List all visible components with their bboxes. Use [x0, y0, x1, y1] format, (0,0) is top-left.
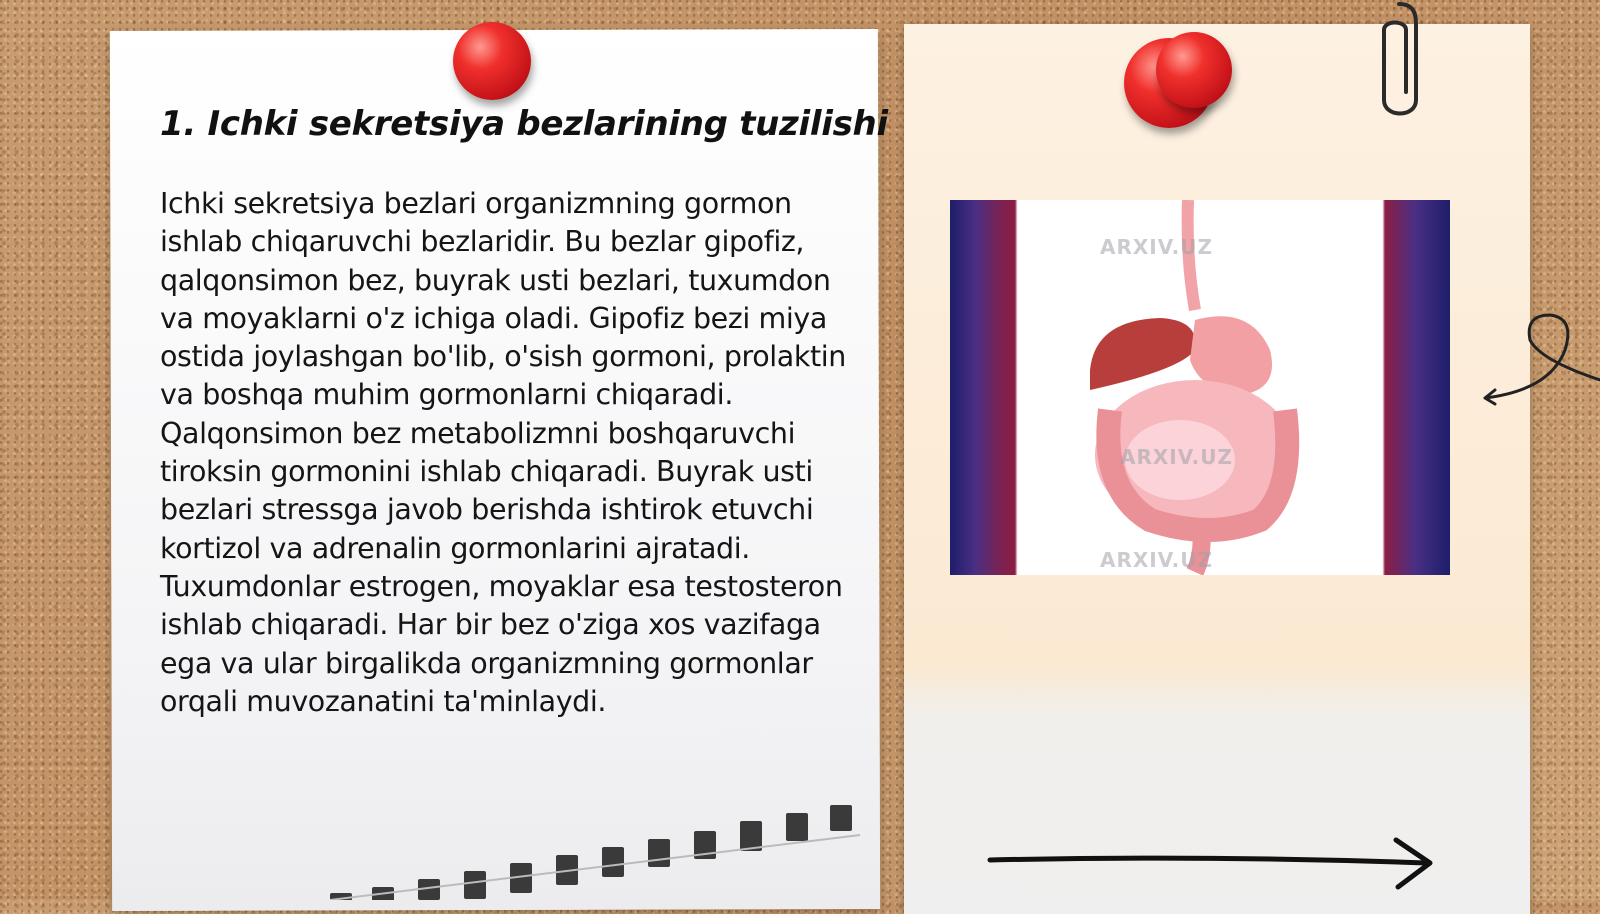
arrow-right-icon — [986, 835, 1446, 895]
slide-body-text: Ichki sekretsiya bezlari organizmning gormon ishlab chiqaruvchi bezlaridir. Bu bezlar gipofiz, qalqonsimon bez, buyrak usti bezlari, tuxumdon va moyaklarni o'z ichiga oladi. Gipofiz bezi miya ostida joylashgan bo'lib, o'sish gormoni, prolaktin va boshqa muhim gormonlarni chiqaradi. Qalqonsimon bez metabolizmni boshqaruvchi tiroksin gormonini ishlab chiqaradi. Buyrak usti bezlari stressga javob berishda ishtirok etuvchi kortizol va adrenalin gormonlarini ajratadi. Tuxumdonlar estrogen, moyaklar esa testosteron ishlab chiqaradi. Har bir bez o'ziga xos vazifaga ega va ular birgalikda organizmning gormonlar orqali muvozanatini ta'minlaydi. — [160, 187, 846, 718]
notebook-spiral-decoration — [330, 805, 870, 900]
red-pushpin-icon — [453, 22, 531, 100]
digestive-system-illustration — [950, 200, 1450, 575]
image-watermark: ARXIV.UZ — [1100, 235, 1213, 259]
slide-title: 1. Ichki sekretsiya bezlarining tuzilishi — [160, 104, 888, 144]
red-pushpin-icon — [1156, 32, 1232, 108]
image-watermark: ARXIV.UZ — [1100, 548, 1213, 572]
string-doodle-decoration — [1480, 310, 1600, 410]
image-watermark: ARXIV.UZ — [1120, 445, 1233, 469]
paperclip-icon — [1374, 0, 1424, 128]
